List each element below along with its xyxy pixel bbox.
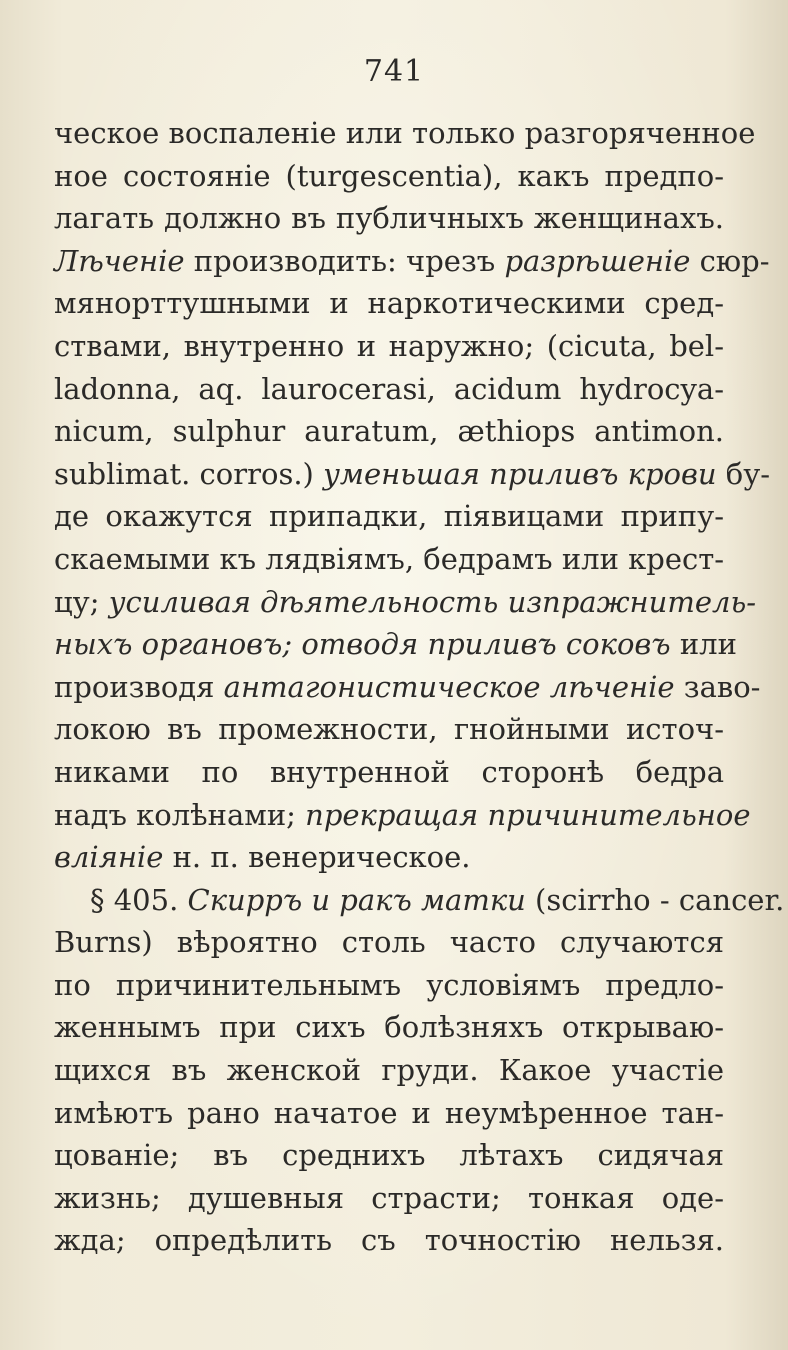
text-line <box>54 964 724 1007</box>
italic-segment: антагонистическое лѣченіе <box>223 669 675 704</box>
text-segment: Burns) вѣроятно столь часто случаются <box>54 925 724 960</box>
text-line <box>54 453 771 496</box>
italic-segment: Лѣченіе <box>54 243 185 278</box>
italic-segment: разрѣшеніе <box>504 243 691 278</box>
text-segment: скаемыми къ лядвіямъ, бедрамъ или крест- <box>54 541 725 576</box>
text-line <box>54 921 724 964</box>
text-line <box>54 623 737 666</box>
text-line <box>54 1134 724 1177</box>
italic-segment: уменьшая приливъ крови <box>323 456 717 491</box>
text-line <box>54 1177 724 1220</box>
text-line <box>54 836 724 879</box>
text-segment: по причинительнымъ условіямъ предло- <box>54 967 724 1002</box>
text-segment: бу- <box>716 456 771 491</box>
italic-segment: прекращая причинительное <box>305 797 751 832</box>
text-line <box>54 1049 724 1092</box>
text-segment: женнымъ при сихъ болѣзняхъ открываю- <box>54 1010 724 1045</box>
text-segment: мянорттушными и наркотическими сред- <box>54 286 724 321</box>
page-number: 741 <box>363 54 425 89</box>
text-line <box>54 240 770 283</box>
text-segment: производя <box>54 669 224 704</box>
text-line <box>54 751 724 794</box>
text-segment: sublimat. corros.) <box>54 456 324 491</box>
text-line <box>54 325 724 368</box>
text-line <box>54 1219 724 1262</box>
text-line <box>54 197 724 240</box>
text-segment: ное состояніе (turgescentia), какъ предпо- <box>54 158 724 193</box>
text-line <box>54 794 751 837</box>
text-segment: цованіе; въ среднихъ лѣтахъ сидячая <box>54 1138 724 1173</box>
text-line <box>54 1092 724 1135</box>
text-segment: щихся въ женской груди. Какое участіе <box>54 1053 724 1088</box>
text-segment: надъ колѣнами; <box>54 797 306 832</box>
italic-segment: усиливая дѣятельность изпражнитель- <box>108 584 757 619</box>
text-segment: ladonna, aq. laurocerasi, acidum hydrocya- <box>54 371 724 406</box>
italic-segment: Скирръ и ракъ матки <box>187 882 526 917</box>
text-segment: де окажутся припадки, піявицами припу- <box>54 499 724 534</box>
text-line <box>54 1006 724 1049</box>
text-segment: цу; <box>54 584 109 619</box>
text-segment: заво- <box>674 669 761 704</box>
text-segment: ствами, внутренно и наружно; (cicuta, bel- <box>54 328 724 363</box>
text-segment: производить: чрезъ <box>184 243 505 278</box>
italic-segment: вліяніе <box>54 840 164 875</box>
text-line <box>54 410 724 453</box>
text-segment: § 405. <box>90 882 188 917</box>
text-line <box>54 666 761 709</box>
text-line <box>54 112 756 155</box>
text-segment: имѣютъ рано начатое и неумѣренное тан- <box>54 1095 724 1130</box>
text-line <box>54 282 724 325</box>
text-segment: жизнь; душевныя страсти; тонкая оде- <box>54 1180 724 1215</box>
body-text <box>54 112 785 1262</box>
text-segment: (scirrho - cancer. <box>525 882 785 917</box>
text-line <box>54 155 724 198</box>
text-line <box>54 708 724 751</box>
text-segment: никами по внутренной сторонѣ бедра <box>54 754 724 789</box>
text-segment: н. п. венерическое. <box>163 840 471 875</box>
text-segment: локою въ промежности, гнойными источ- <box>54 712 724 747</box>
text-segment: nicum, sulphur auratum, æthiops antimon. <box>54 414 724 449</box>
text-segment: или <box>670 627 737 662</box>
text-line <box>54 581 757 624</box>
text-segment: ческое воспаленіе или только разгоряченное <box>54 116 756 150</box>
text-line <box>54 495 724 538</box>
text-segment: сюр- <box>690 243 770 278</box>
italic-segment: ныхъ органовъ; отводя приливъ соковъ <box>54 627 671 662</box>
text-line <box>54 538 724 581</box>
text-line <box>54 368 724 411</box>
text-segment: лагать должно въ публичныхъ женщинахъ. <box>54 201 724 236</box>
text-segment: жда; опредѣлить съ точностію нельзя. <box>54 1223 724 1258</box>
text-line <box>54 879 785 922</box>
